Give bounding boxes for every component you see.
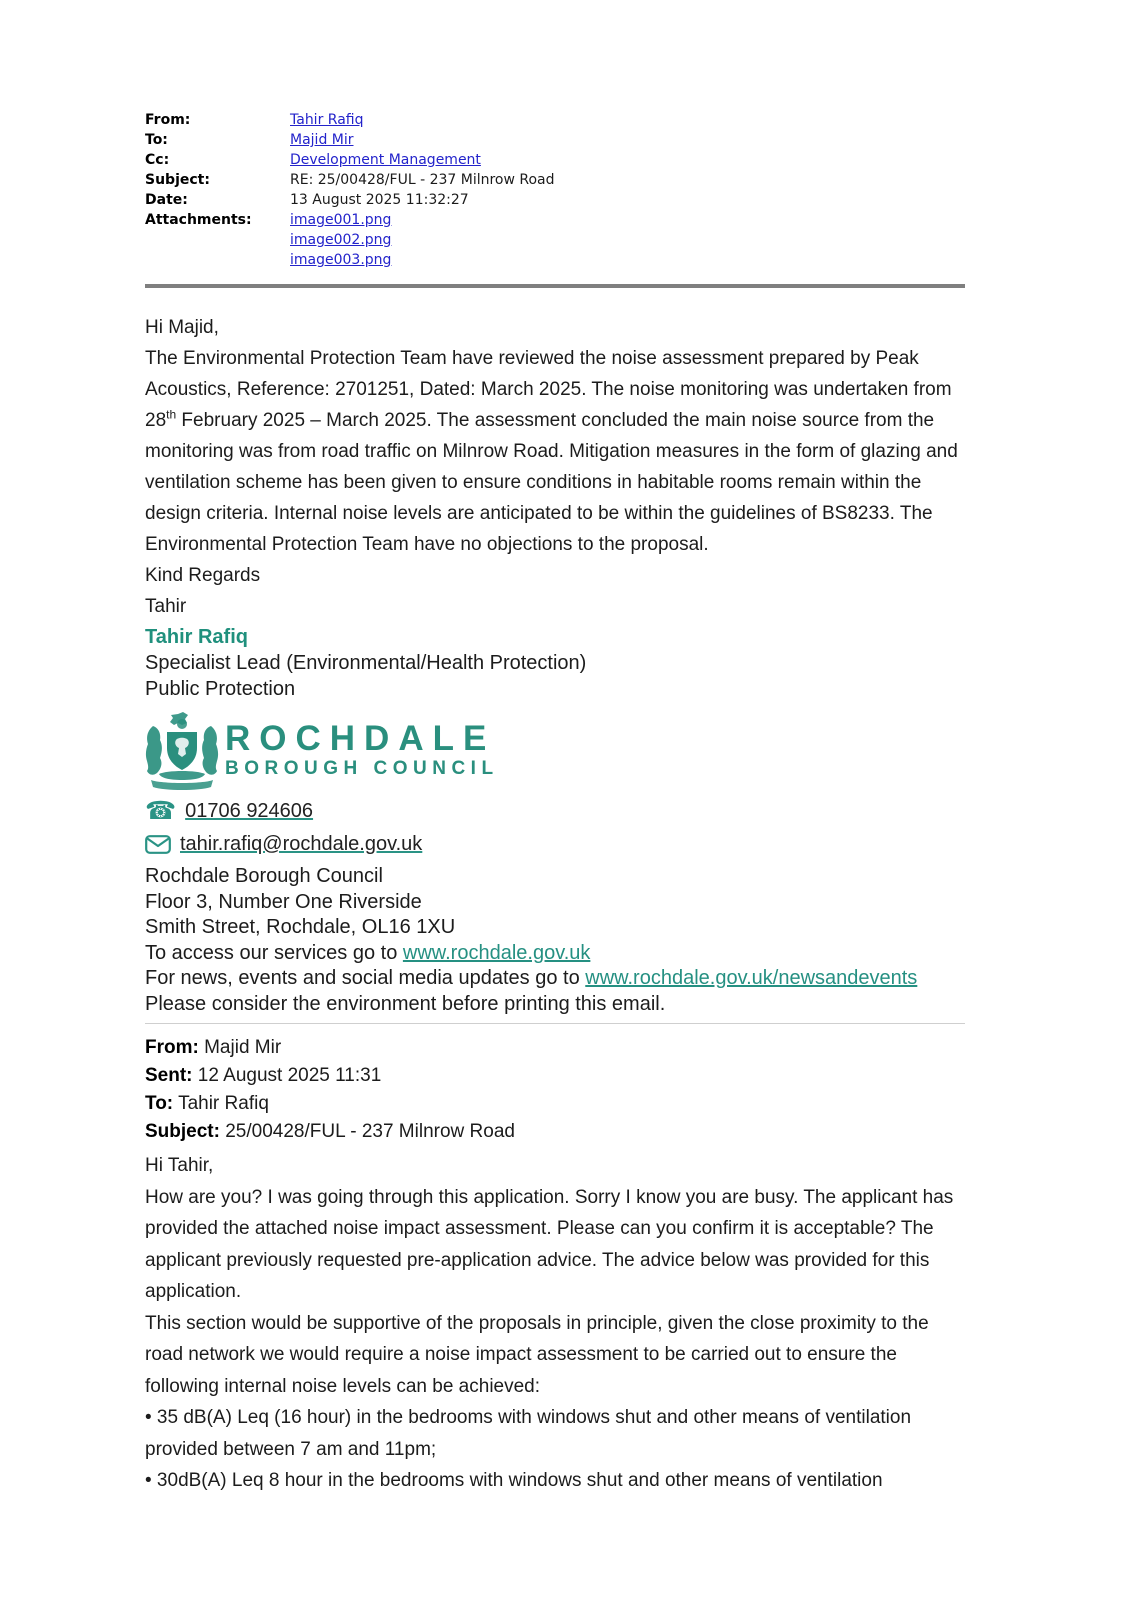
- greeting: Hi Majid,: [145, 317, 219, 338]
- quoted-from-value: Majid Mir: [198, 1037, 282, 1058]
- cc-link[interactable]: Development Management: [290, 152, 481, 168]
- news-text: For news, events and social media updates go to: [145, 967, 586, 989]
- header-row-cc: [145, 150, 965, 170]
- header-divider: [145, 284, 965, 288]
- phone-link[interactable]: 01706 924606: [185, 800, 314, 822]
- header-row-from: [145, 110, 965, 130]
- subject-value: RE: 25/00428/FUL - 237 Milnrow Road: [290, 172, 555, 188]
- quoted-bullet-1: • 35 dB(A) Leq (16 hour) in the bedrooms with windows shut and other means of ventilation provided between 7 am and 11pm;: [145, 1407, 912, 1460]
- header-row-attachments: [145, 210, 965, 270]
- council-logo-text: [225, 719, 499, 780]
- date-value: 13 August 2025 11:32:27: [290, 192, 469, 208]
- email-link[interactable]: tahir.rafiq@rochdale.gov.uk: [180, 833, 423, 855]
- quoted-bullet-2: • 30dB(A) Leq 8 hour in the bedrooms with windows shut and other means of ventilation: [145, 1470, 883, 1491]
- news-line: [145, 966, 965, 992]
- phone-row: [145, 798, 965, 824]
- signature-title: Specialist Lead (Environmental/Health Protection): [145, 652, 587, 674]
- email-header: [145, 110, 965, 270]
- quoted-subject-row: [145, 1118, 965, 1146]
- quoted-to-value: Tahir Rafiq: [173, 1093, 269, 1114]
- quoted-paragraph-1: How are you? I was going through this application. Sorry I know you are busy. The applicant has provided the attached noise impact assessment. Please can you confirm it is acceptable? The applicant previously requested pre-application advice. The advice below was provided for this application.: [145, 1186, 954, 1302]
- quoted-subject-label: Subject:: [145, 1121, 220, 1142]
- signature-address-2: Smith Street, Rochdale, OL16 1XU: [145, 916, 456, 938]
- cc-label: Cc:: [145, 152, 170, 168]
- council-logo-line2: BOROUGH COUNCIL: [225, 758, 499, 779]
- quoted-message-divider: [145, 1023, 965, 1024]
- phone-icon: ☎: [145, 796, 177, 825]
- from-link[interactable]: Tahir Rafiq: [290, 112, 364, 128]
- message-body: [145, 312, 965, 622]
- signature-name: Tahir Rafiq: [145, 626, 248, 648]
- to-link[interactable]: Majid Mir: [290, 132, 354, 148]
- signature-org: Rochdale Borough Council: [145, 865, 383, 887]
- quoted-from-row: [145, 1034, 965, 1062]
- environment-note: Please consider the environment before printing this email.: [145, 992, 666, 1015]
- superscript-th: th: [166, 407, 177, 422]
- signoff: Kind Regards: [145, 565, 261, 586]
- signature-department: Public Protection: [145, 678, 296, 700]
- attachments-label: Attachments:: [145, 212, 252, 228]
- header-row-subject: [145, 170, 965, 190]
- paragraph-text: The Environmental Protection Team have reviewed the noise assessment prepared by Peak Acoustics, Reference: 2701251, Dated: March 2025. The noise monitoring was undertaken from 28: [145, 348, 952, 431]
- assessment-paragraph: [145, 343, 965, 560]
- quoted-to-label: To:: [145, 1093, 174, 1114]
- header-row-date: [145, 190, 965, 210]
- services-text: To access our services go to: [145, 941, 403, 964]
- subject-label: Subject:: [145, 172, 210, 188]
- quoted-sent-value: 12 August 2025 11:31: [192, 1065, 382, 1086]
- council-logo: [145, 712, 965, 790]
- signature-address-1: Floor 3, Number One Riverside: [145, 890, 422, 913]
- header-row-to: [145, 130, 965, 150]
- envelope-icon: [145, 835, 171, 854]
- to-label: To:: [145, 132, 168, 148]
- email-row: [145, 831, 965, 857]
- services-link[interactable]: www.rochdale.gov.uk: [402, 941, 591, 964]
- quoted-paragraph-2: This section would be supportive of the proposals in principle, given the close proximity to the road network we would require a noise impact assessment to be carried out to ensure the following internal noise levels can be achieved:: [145, 1312, 929, 1397]
- services-line: [145, 941, 965, 967]
- paragraph-text: February 2025 – March 2025. The assessment concluded the main noise source from the monitoring was from road traffic on Milnrow Road. Mitigation measures in the form of glazing and ventilation scheme has been given to ensure conditions in habitable rooms remain within the design criteria. Internal noise levels are anticipated to be within the guidelines of BS8233. The Environmental Protection Team have no objections to the proposal.: [145, 410, 958, 555]
- quoted-greeting: Hi Tahir,: [145, 1155, 214, 1176]
- council-crest-icon: [145, 712, 219, 790]
- quoted-message: [145, 1034, 965, 1497]
- quoted-sent-label: Sent:: [145, 1065, 193, 1086]
- attachment-link[interactable]: image001.png: [290, 212, 392, 228]
- date-label: Date:: [145, 192, 188, 208]
- attachment-link[interactable]: image003.png: [290, 252, 392, 268]
- quoted-from-label: From:: [145, 1037, 199, 1058]
- attachment-link[interactable]: image002.png: [290, 232, 392, 248]
- quoted-to-row: [145, 1090, 965, 1118]
- email-signature: [145, 624, 965, 1017]
- attachments-list: [290, 210, 391, 270]
- quoted-subject-value: 25/00428/FUL - 237 Milnrow Road: [219, 1121, 515, 1142]
- council-logo-line1: ROCHDALE: [225, 719, 496, 758]
- signoff-name: Tahir: [145, 596, 187, 617]
- news-link[interactable]: www.rochdale.gov.uk/newsandevents: [585, 967, 918, 989]
- from-label: From:: [145, 112, 191, 128]
- email-content: [145, 110, 965, 1497]
- quoted-sent-row: [145, 1062, 965, 1090]
